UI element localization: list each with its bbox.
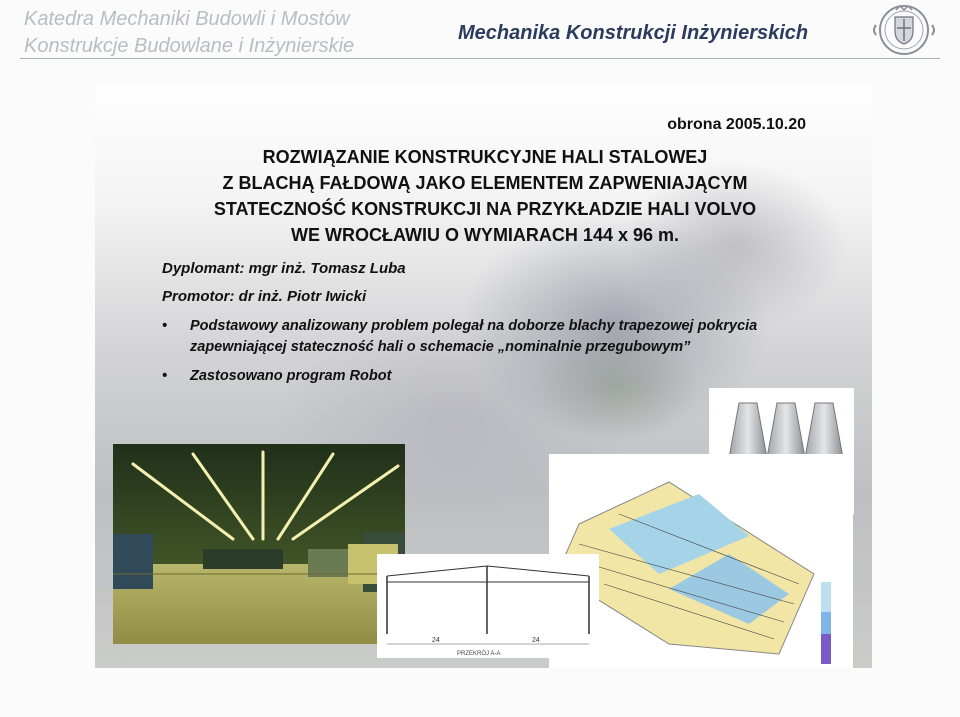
list-item [162, 316, 802, 358]
department-name: Katedra Mechaniki Budowli i Mostów [24, 8, 350, 30]
slide-content [95, 86, 872, 668]
thesis-title-line: Z BLACHĄ FAŁDOWĄ JAKO ELEMENTEM ZAPWENIAJĄCYM [222, 173, 748, 193]
bullet-text: Zastosowano program Robot [190, 368, 392, 384]
thesis-promoter: Promotor: dr inż. Piotr Iwicki [162, 288, 367, 305]
hall-interior-photo [113, 444, 405, 644]
header-divider [20, 58, 940, 59]
defense-date: obrona 2005.10.20 [667, 116, 806, 133]
bullet-icon: • [162, 318, 168, 334]
bullet-text: Podstawowy analizowany problem polegał na doborze blachy trapezowej pokrycia zapewniającej stateczność hali o schemacie „nominalnie przegubowym” [190, 318, 758, 355]
slide-header [0, 0, 960, 60]
profile-height-label: 53 [710, 473, 719, 482]
thesis-title-line: WE WROCŁAWIU O WYMIARACH 144 x 96 m. [290, 225, 680, 245]
hall-cross-section-drawing [377, 554, 599, 658]
profile-pitch-label: 280 [759, 484, 773, 493]
thesis-title [145, 144, 825, 248]
profile-width-label: 840 [773, 505, 787, 514]
course-title: Mechanika Konstrukcji Inżynierskich [458, 22, 809, 44]
span-right-label: 24 [532, 637, 540, 644]
list-item [162, 366, 802, 387]
summary-list [162, 316, 802, 395]
thesis-title-line: STATECZNOŚĆ KONSTRUKCJI NA PRZYKŁADZIE HALI VOLVO [213, 199, 757, 219]
thesis-title-line: ROZWIĄZANIE KONSTRUKCYJNE HALI STALOWEJ [262, 147, 708, 167]
program-name: Konstrukcje Budowlane i Inżynierskie [24, 35, 355, 57]
university-seal-icon [868, 3, 940, 57]
bullet-icon: • [162, 368, 168, 384]
diploma-author: Dyplomant: mgr inż. Tomasz Luba [162, 260, 406, 277]
section-label: PRZEKRÓJ A-A [457, 651, 501, 657]
span-left-label: 24 [432, 637, 440, 644]
